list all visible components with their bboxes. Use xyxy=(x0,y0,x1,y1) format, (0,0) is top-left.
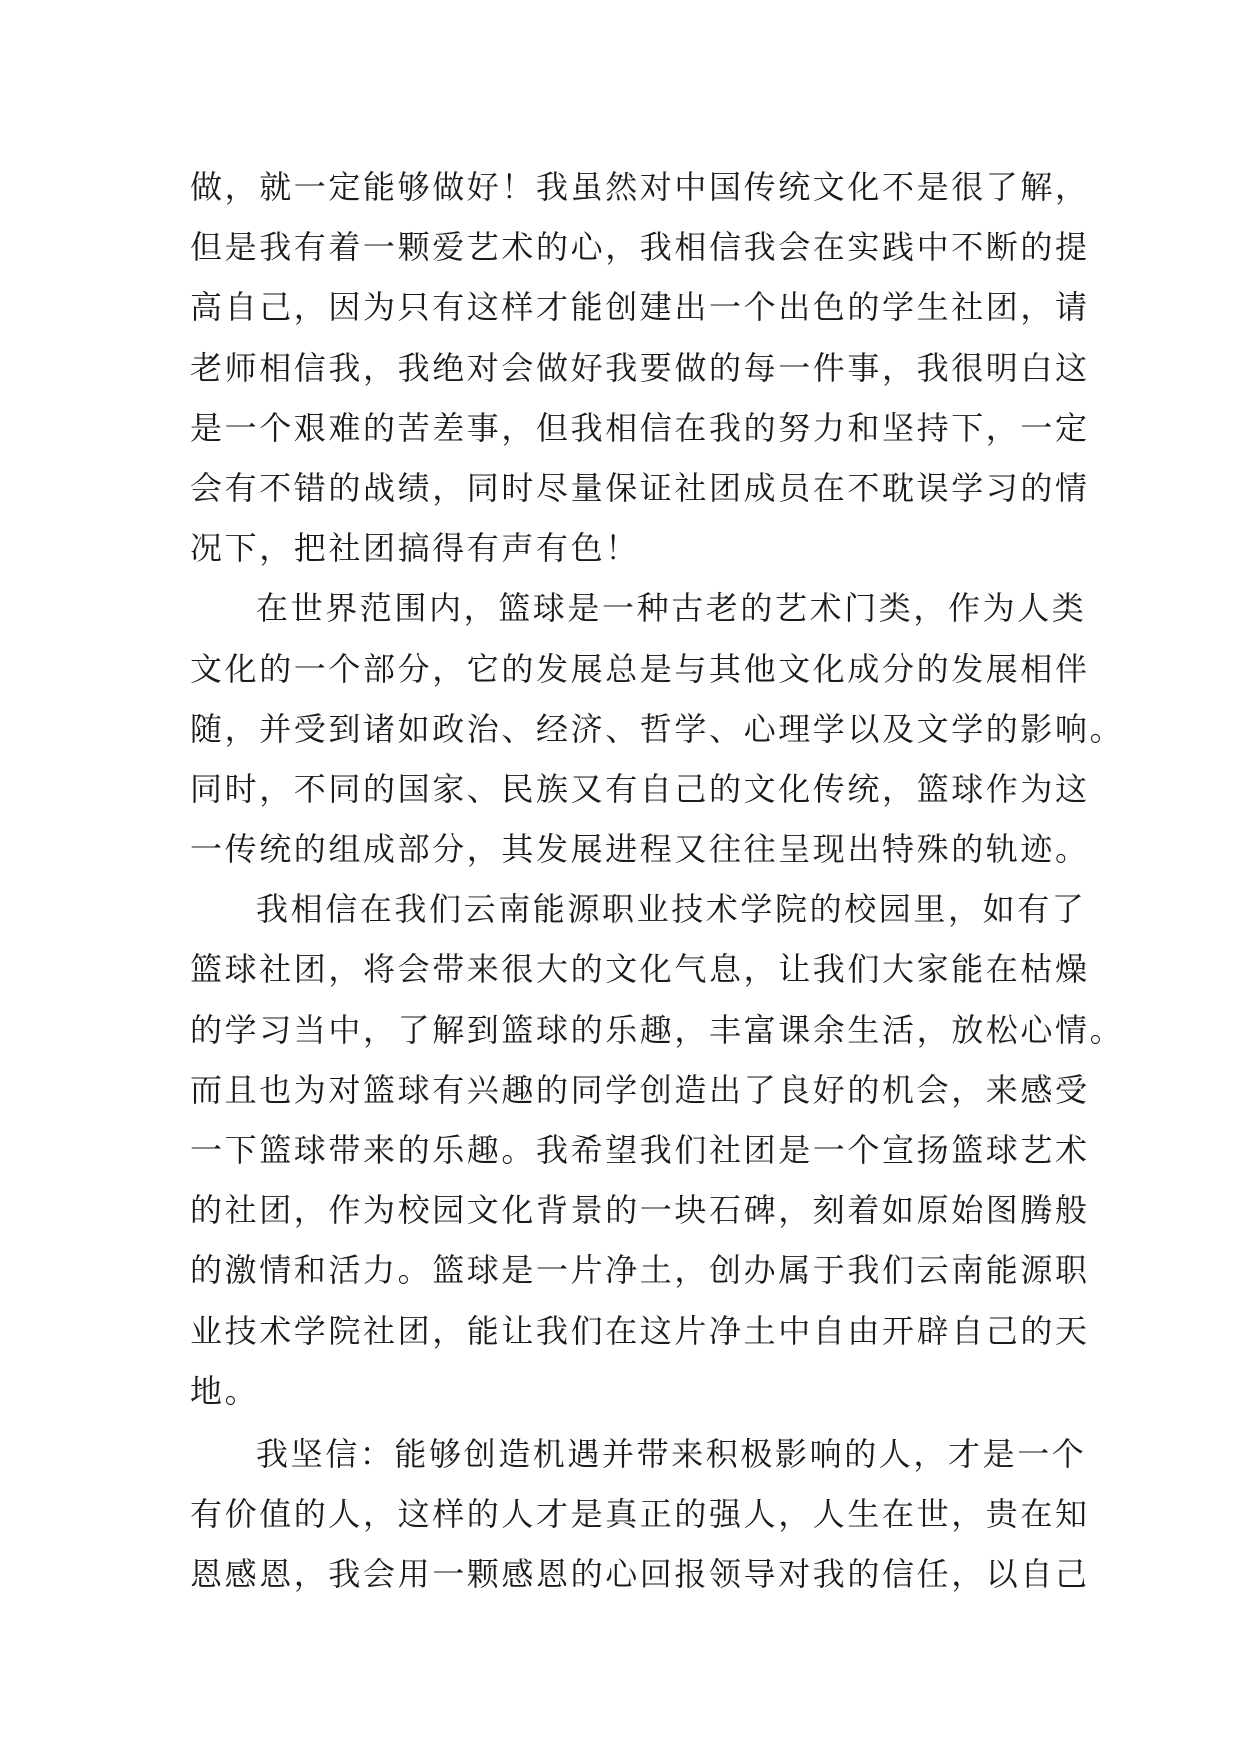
paragraph-start-line: 我相信在我们云南能源职业技术学院的校园里，如有了 xyxy=(256,890,1087,929)
text-line: 是一个艰难的苦差事，但我相信在我的努力和坚持下，一定 xyxy=(190,408,1090,447)
text-line: 地。 xyxy=(190,1371,260,1410)
paragraph-start-line: 我坚信：能够创造机遇并带来积极影响的人，才是一个 xyxy=(256,1434,1087,1473)
document-body xyxy=(190,157,1125,1605)
text-line: 况下，把社团搞得有声有色！ xyxy=(190,529,640,568)
text-line: 会有不错的战绩，同时尽量保证社团成员在不耽误学习的情 xyxy=(190,468,1090,507)
text-line: 的社团，作为校园文化背景的一块石碑，刻着如原始图腾般 xyxy=(190,1191,1090,1230)
text-line: 篮球社团，将会带来很大的文化气息，让我们大家能在枯燥 xyxy=(190,950,1090,989)
text-line: 一下篮球带来的乐趣。我希望我们社团是一个宣扬篮球艺术 xyxy=(190,1131,1090,1169)
text-line: 恩感恩，我会用一颗感恩的心回报领导对我的信任，以自己 xyxy=(190,1555,1090,1594)
text-line: 业技术学院社团，能让我们在这片净土中自由开辟自己的天 xyxy=(190,1311,1090,1350)
text-line: 但是我有着一颗爱艺术的心，我相信我会在实践中不断的提 xyxy=(190,228,1090,267)
text-line: 的学习当中，了解到篮球的乐趣，丰富课余生活，放松心情。 xyxy=(190,1010,1125,1049)
text-line: 老师相信我，我绝对会做好我要做的每一件事，我很明白这 xyxy=(190,348,1090,387)
text-line: 一传统的组成部分，其发展进程又往往呈现出特殊的轨迹。 xyxy=(190,830,1090,869)
text-line: 而且也为对篮球有兴趣的同学创造出了良好的机会，来感受 xyxy=(190,1070,1090,1109)
text-line: 文化的一个部分，它的发展总是与其他文化成分的发展相伴 xyxy=(190,649,1090,688)
paragraph-start-line: 在世界范围内，篮球是一种古老的艺术门类，作为人类 xyxy=(256,589,1087,628)
text-line: 随，并受到诸如政治、经济、哲学、心理学以及文学的影响。 xyxy=(190,709,1125,748)
text-line: 做，就一定能够做好！我虽然对中国传统文化不是很了解， xyxy=(190,168,1090,206)
text-line: 有价值的人，这样的人才是真正的强人，人生在世，贵在知 xyxy=(190,1495,1090,1534)
text-line: 的激情和活力。篮球是一片净土，创办属于我们云南能源职 xyxy=(190,1251,1090,1290)
text-line: 高自己，因为只有这样才能创建出一个出色的学生社团，请 xyxy=(190,288,1090,327)
text-line: 同时，不同的国家、民族又有自己的文化传统，篮球作为这 xyxy=(190,769,1090,808)
